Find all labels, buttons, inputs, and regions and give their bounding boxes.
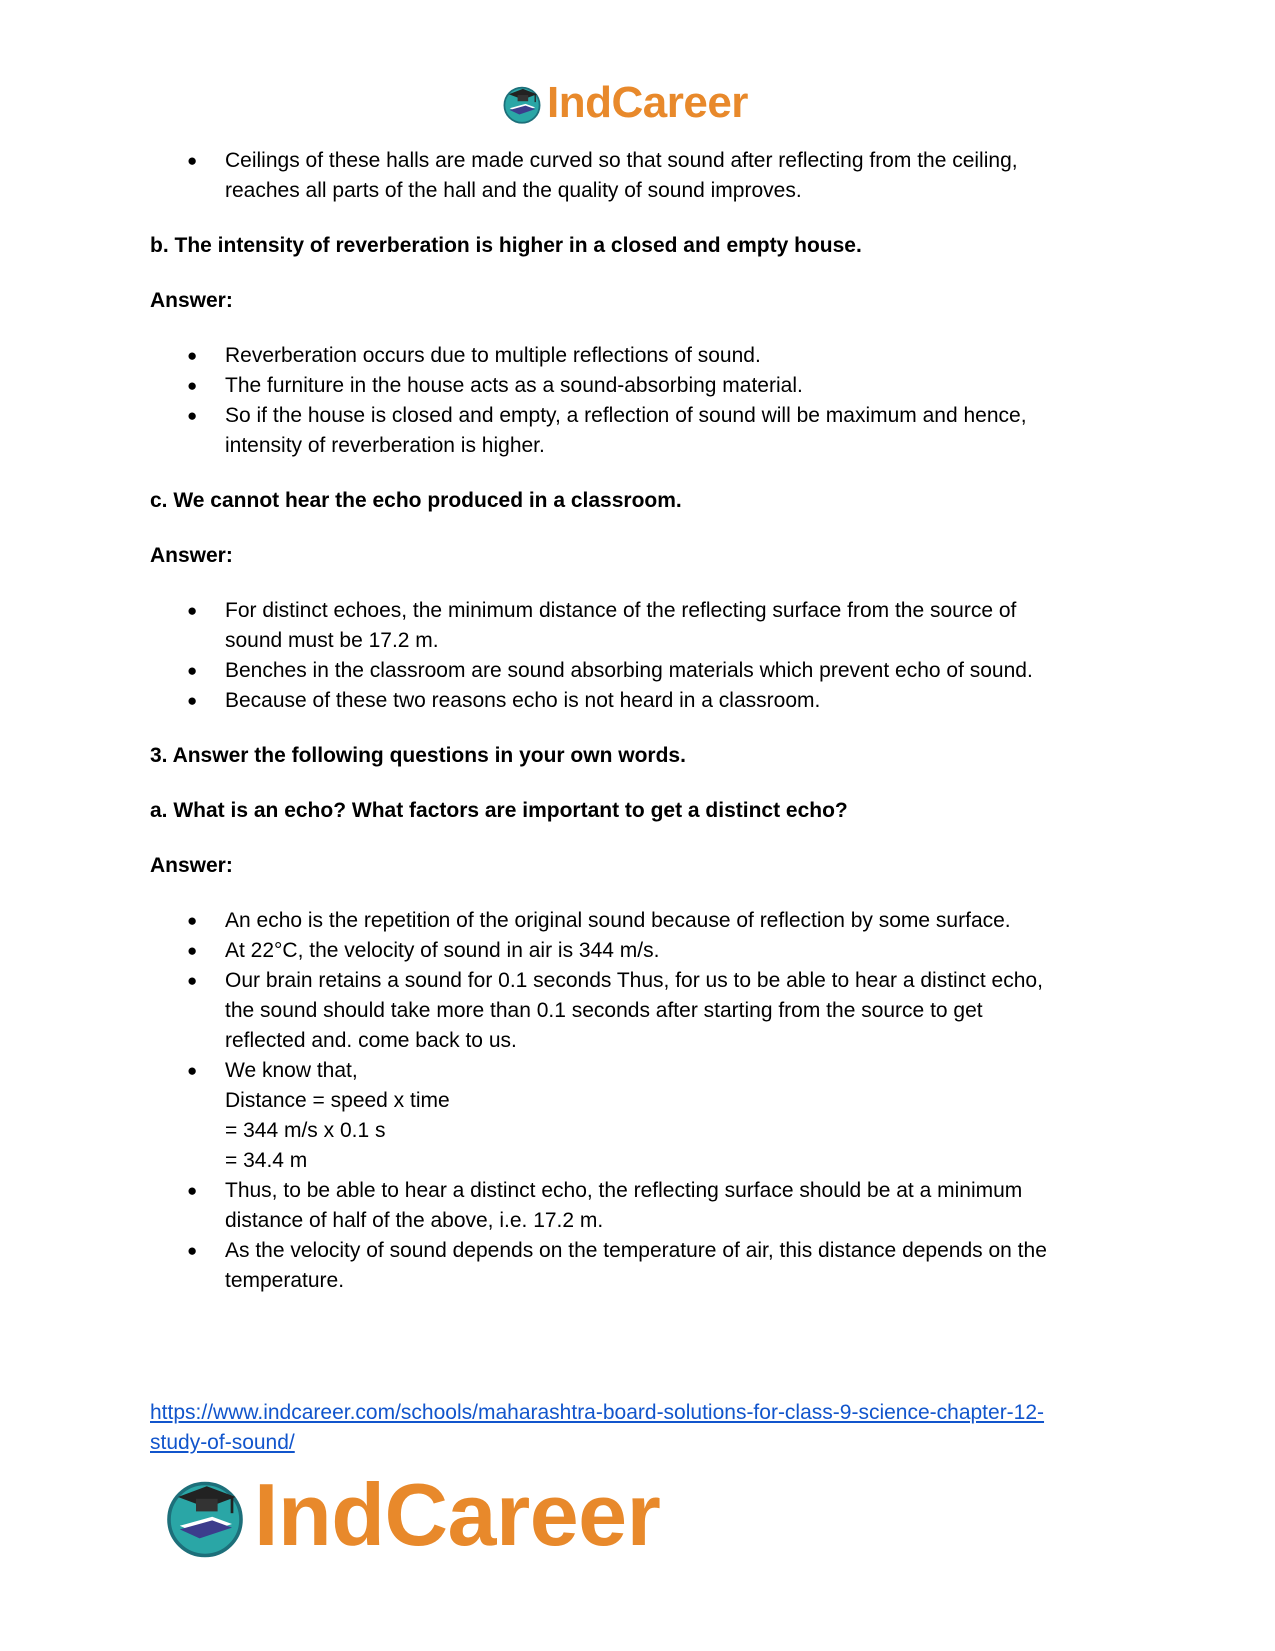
question-heading: b. The intensity of reverberation is higher in a closed and empty house. [150,234,862,257]
list-item [150,596,1140,656]
list-item-line: ● As the velocity of sound depends on the temperature of air, this distance depends on the [225,1239,1047,1262]
logo-text: IndCareer [547,78,748,127]
list-item-line: ● So if the house is closed and empty, a reflection of sound will be maximum and hence, [225,404,1027,427]
list-item [150,341,1140,371]
list-item-line: temperature. [225,1269,345,1292]
list-item [150,371,1140,401]
source-url-link[interactable] [150,1398,1140,1458]
list-item-line: ● For distinct echoes, the minimum distance of the reflecting surface from the source of [225,599,1017,622]
list-item-line: ● At 22°C, the velocity of sound in air is 344 m/s. [225,939,660,962]
indcareer-logo-header [500,80,748,126]
list-item [150,656,1140,686]
list-item-line: reflected and. come back to us. [225,1029,517,1052]
list-item [150,1176,1140,1236]
list-item-line: = 34.4 m [225,1149,308,1172]
list-item-line: ● We know that, [225,1059,358,1082]
list-item-line: reaches all parts of the hall and the quality of sound improves. [225,179,802,202]
bullet-list [150,341,1140,461]
answer-label: Answer: [150,544,233,567]
logo-text: IndCareer [254,1465,661,1564]
indcareer-logo-footer [160,1465,661,1564]
list-item-line: ● Ceilings of these halls are made curved so that sound after reflecting from the ceiling, [225,149,1018,172]
question-heading: a. What is an echo? What factors are important to get a distinct echo? [150,799,848,822]
link-line[interactable]: https://www.indcareer.com/schools/maharashtra-board-solutions-for-class-9-science-chapter-12- [150,1401,1045,1424]
list-item [150,401,1140,461]
list-item [150,146,1140,206]
list-item [150,1236,1140,1296]
list-item-line: the sound should take more than 0.1 seconds after starting from the source to get [225,999,983,1022]
list-item [150,936,1140,966]
list-item [150,1056,1140,1176]
answer-label: Answer: [150,854,233,877]
list-item-line: ● The furniture in the house acts as a sound-absorbing material. [225,374,803,397]
bullet-list [150,146,1140,206]
list-item-line: Distance = speed x time [225,1089,450,1112]
document-body [150,146,1140,1296]
bullet-list [150,906,1140,1296]
list-item-line: ● Reverberation occurs due to multiple reflections of sound. [225,344,761,367]
list-item-line: ● Our brain retains a sound for 0.1 seconds Thus, for us to be able to hear a distinct echo, [225,969,1043,992]
bullet-list [150,596,1140,716]
list-item-line: intensity of reverberation is higher. [225,434,545,457]
graduation-cap-globe-icon [500,81,544,125]
list-item [150,966,1140,1056]
list-item-line: distance of half of the above, i.e. 17.2 m. [225,1209,604,1232]
list-item-line: = 344 m/s x 0.1 s [225,1119,386,1142]
list-item-line: ● Benches in the classroom are sound absorbing materials which prevent echo of sound. [225,659,1033,682]
graduation-cap-globe-icon [160,1470,250,1560]
list-item-line: sound must be 17.2 m. [225,629,439,652]
link-line[interactable]: study-of-sound/ [150,1431,295,1454]
list-item-line: ● Because of these two reasons echo is not heard in a classroom. [225,689,821,712]
list-item-line: ● An echo is the repetition of the original sound because of reflection by some surface. [225,909,1011,932]
list-item-line: ● Thus, to be able to hear a distinct echo, the reflecting surface should be at a minimum [225,1179,1023,1202]
question-heading: 3. Answer the following questions in your own words. [150,744,686,767]
question-heading: c. We cannot hear the echo produced in a classroom. [150,489,682,512]
answer-label: Answer: [150,289,233,312]
list-item [150,686,1140,716]
list-item [150,906,1140,936]
